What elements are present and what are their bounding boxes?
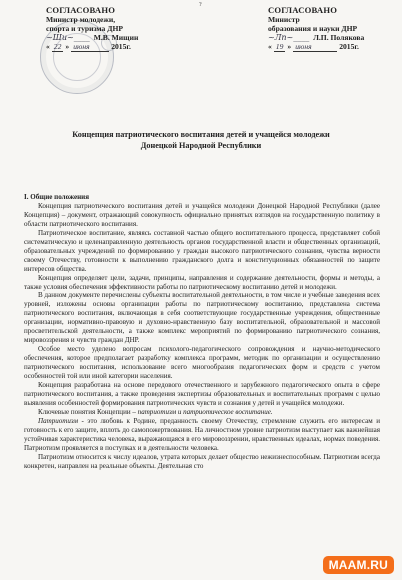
approval-left-line2: спорта и туризма ДНР (46, 24, 124, 33)
approval-right-line1: Министр (268, 15, 300, 24)
approval-left (46, 6, 138, 52)
approval-right-date: « 19 » июня 2015г. (268, 42, 359, 51)
key-concepts: Ключевые понятия Концепции – патриотизм и патриотическое воспитание. (38, 407, 273, 416)
maam-logo[interactable]: MAAM.RU (323, 556, 394, 574)
title-line-1: Концепция патриотического воспитания детей и учащейся молодежи (72, 130, 330, 139)
page-mark: ? (199, 2, 202, 8)
paragraph: Концепция разработана на основе передового отечественного и зарубежного педагогического опыта в сфере патриотического воспитания, а также проведения экспертизы образовательных и воспитательных программ с целью выявления особенностей формирования патриотических чувств и сознания у детей и учащейся молодежи. (24, 381, 380, 407)
approval-left-heading: СОГЛАСОВАНО (46, 5, 116, 15)
approval-left-line1: Министр молодежи, (46, 15, 116, 24)
signature-scribble: ~Лп~____ (268, 33, 310, 42)
approval-right-signatory: Л.П. Полякова (313, 33, 365, 42)
paragraph: Патриотизм относится к числу идеалов, утрата которых делает общество нежизнеспособным. Патриотизм всегда конкретен, направлен на реальные объекты. Деятельная сто (24, 452, 380, 470)
paragraph: Концепция патриотического воспитания детей и учащейся молодежи Донецкой Народной Республики (далее Концепция) – документ, отражающий совокупность официально принятых взглядов на государственную политику в области патриотического воспитания. (24, 201, 380, 228)
paragraph: Концепция определяет цели, задачи, принципы, направления и содержание деятельности, формы и методы, а также условия обеспечения эффективности работы по патриотическому воспитанию детей и молодежи. (24, 273, 380, 291)
paragraph: В данном документе перечислены субъекты воспитательной деятельности, в том числе и учебные заведения всех уровней, изложены основы организации работы по патриотическому воспитанию, представлена система патриотического воспитания, включающая в себя соответствующие государственные учреждения, общественные организации, нормативно-правовую и духовно-нравственную базу воспитательной, образовательной и массовой просветительской деятельности, а также комплекс мероприятий по формированию патриотического сознания, мировоззрения и чувств граждан ДНР. (24, 291, 380, 345)
document-body (24, 193, 380, 471)
approval-left-date: « 22 » июня 2015г. (46, 42, 131, 51)
signature-scribble: ~Шu~____ (46, 33, 90, 42)
paragraph: Особое место уделено вопросам психолого-педагогического сопровождения и научно-методического обеспечения, которое предполагает разработку комплекса программ, методик по организации и осуществлению патриотического воспитания, использование всего многообразия педагогических форм и средств с учетом особенностей той или иной категории населения. (24, 345, 380, 381)
title-line-2: Донецкой Народной Республики (140, 140, 262, 150)
patriotism-definition: Патриотизм - это любовь к Родине, преданность своему Отечеству, стремление служить его интересам и готовность к его защите, вплоть до самопожертвования. На личностном уровне патриотизм выступает как важнейшая устойчивая характеристика человека, выражающаяся в его мировоззрении, нравственных идеалах, нормах поведения. Патриотизм проявляется в поступках и в деятельности человека. (24, 416, 380, 452)
approval-left-signatory: М.В. Мищин (93, 33, 139, 42)
document-title (0, 130, 402, 151)
paragraph: Патриотическое воспитание, являясь составной частью общего воспитательного процесса, представляет собой систематическую и целенаправленную деятельность органов государственной власти и общественных организаций, образовательных учреждений по формированию у граждан высокого патриотического сознания, чувства верности своему Отечеству, готовности к выполнению гражданского долга и конституционных обязанностей по защите интересов общества. (24, 228, 380, 273)
approval-right-line2: образования и науки ДНР (268, 24, 358, 33)
approval-right (268, 6, 364, 52)
section-heading: I. Общие положения (24, 193, 90, 201)
approval-right-heading: СОГЛАСОВАНО (268, 5, 338, 15)
